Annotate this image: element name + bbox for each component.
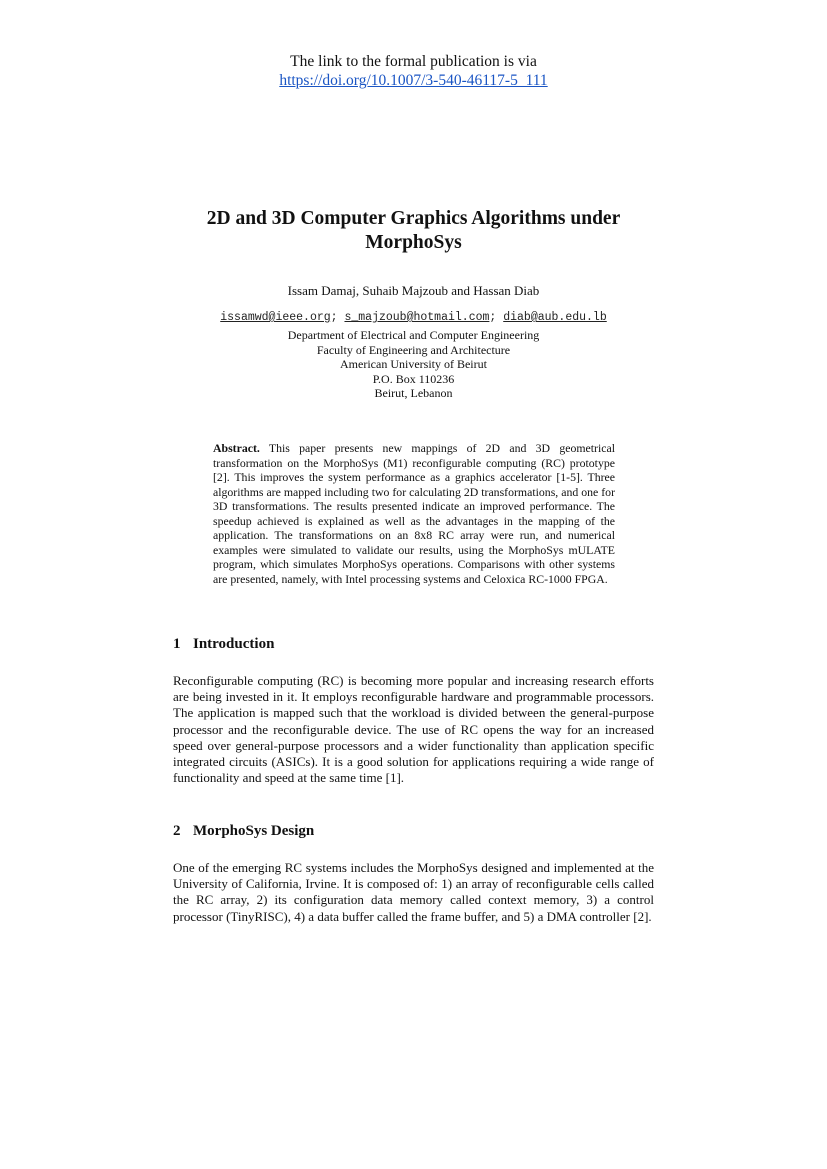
abstract xyxy=(213,441,615,586)
affiliation-faculty: Faculty of Engineering and Architecture xyxy=(316,342,511,357)
email-separator: ; xyxy=(330,311,345,324)
abstract-text: This paper presents new mappings of 2D and 3D geometrical transformation on the MorphoSys (M1) reconfigurable computing (RC) prototype [2]. This improves the system performance as a graphics accelerator [1-5]. Three algorithms are mapped including two for calculating 2D transformations, and one for 3D transformations. The results presented indicate an improved performance. The speedup achieved is explained as well as the advantages in the mapping of the application. The transformations on an 8x8 RC array were run, and numerical examples were simulated to validate our results, using the MorphoSys mULATE program, which simulates MorphoSys operations. Comparisons with other systems are presented, namely, with Intel processing systems and Celoxica RC-1000 FPGA. xyxy=(213,441,615,586)
affiliation-po-box: P.O. Box 110236 xyxy=(372,371,455,386)
section-title: Introduction xyxy=(193,636,275,652)
email-link-majzoub[interactable]: s_majzoub@hotmail.com xyxy=(344,311,490,324)
section-heading-morphosys-design xyxy=(173,823,314,840)
email-link-damaj[interactable]: issamwd@ieee.org xyxy=(220,311,331,324)
section-heading-introduction xyxy=(173,636,274,653)
authors: Issam Damaj, Suhaib Majzoub and Hassan Diab xyxy=(287,283,540,298)
section-number: 1 xyxy=(173,636,181,652)
publication-note xyxy=(0,52,827,90)
publication-note-text: The link to the formal publication is via xyxy=(290,53,537,70)
email-separator: ; xyxy=(489,311,504,324)
affiliation-city: Beirut, Lebanon xyxy=(374,386,453,401)
affiliation xyxy=(0,328,827,401)
title-line-2: MorphoSys xyxy=(365,232,462,253)
affiliation-department: Department of Electrical and Computer Engineering xyxy=(287,328,540,342)
doi-link[interactable]: https://doi.org/10.1007/3-540-46117-5_111 xyxy=(279,72,548,89)
affiliation-university: American University of Beirut xyxy=(340,357,487,372)
paper-title xyxy=(0,207,827,255)
email-link-diab[interactable]: diab@aub.edu.lb xyxy=(503,311,607,324)
title-line-1: 2D and 3D Computer Graphics Algorithms under xyxy=(206,208,621,229)
author-emails xyxy=(0,311,827,324)
section-title: MorphoSys Design xyxy=(193,823,315,839)
abstract-label: Abstract. xyxy=(213,441,260,455)
introduction-paragraph: Reconfigurable computing (RC) is becoming more popular and increasing research efforts are being invested in it. It employs reconfigurable hardware and programmable processors. The application is mapped such that the workload is divided between the general-purpose processor and the reconfigurable device. The use of RC opens the way for an increased speed over general-purpose processors and a wider functionality than application specific integrated circuits (ASICs). It is a good solution for applications requiring a wide range of functionality and speed at the same time [1]. xyxy=(173,673,654,786)
morphosys-design-paragraph: One of the emerging RC systems includes the MorphoSys designed and implemented at the University of California, Irvine. It is composed of: 1) an array of reconfigurable cells called the RC array, 2) its configuration data memory called context memory, 3) a control processor (TinyRISC), 4) a data buffer called the frame buffer, and 5) a DMA controller [2]. xyxy=(173,860,654,924)
section-number: 2 xyxy=(173,823,181,839)
